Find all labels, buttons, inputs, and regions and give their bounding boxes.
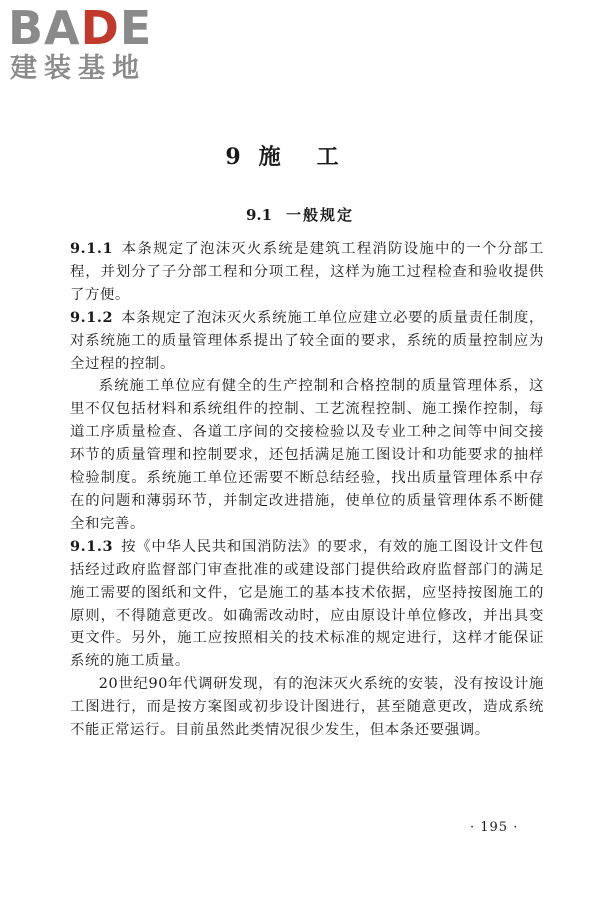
section-title (0, 204, 600, 225)
clause-number: 9.1.2 (70, 308, 114, 326)
paragraph-9-1-1 (70, 238, 544, 307)
paragraph-text: 本条规定了泡沫灭火系统是建筑工程消防设施中的一个分部工程，并划分了子分部工程和分项工程，这样为施工过程检查和验收提供了方便。 (70, 241, 544, 303)
logo-brand (8, 1, 153, 55)
paragraph-text: 20世纪90年代调研发现，有的泡沫灭火系统的安装，没有按设计施工图进行，而是按方案图或初步设计图进行，甚至随意更改，造成系统不能正常运行。目前虽然此类情况很少发生，但本条还要强调。 (70, 676, 544, 739)
section-number: 9.1 (245, 206, 273, 224)
paragraph-9-1-3 (70, 536, 544, 673)
paragraph-text: 系统施工单位应有健全的生产控制和合格控制的质量管理体系，这里不仅包括材料和系统组件的控制、工艺流程控制、施工操作控制，每道工序质量检查、各道工序间的交接检验以及专业工种之间等中间交接环节的质量管理和控制要求，还包括满足施工图设计和功能要求的抽样检验制度。系统施工单位还需要不断总结经验，找出质量管理体系中存在的问题和薄弱环节，并制定改进措施，使单位的质量管理体系不断健全和完善。 (70, 378, 544, 532)
logo-subtitle: 建装基地 (10, 53, 146, 84)
page-number: · 195 · (470, 820, 519, 835)
paragraph-text: 本条规定了泡沫灭火系统施工单位应建立必要的质量责任制度，对系统施工的质量管理体系提出了较全面的要求，系统的质量控制应为全过程的控制。 (70, 309, 544, 372)
paragraph-9-1-2-continued (70, 375, 544, 535)
clause-number: 9.1.1 (70, 240, 114, 257)
paragraph-text: 按《中华人民共和国消防法》的要求，有效的施工图设计文件包括经过政府监督部门审查批准的或建设部门提供给政府监督部门的满足施工需要的图纸和文件，它是施工的基本技术依据，应坚持按图施工的原则，不得随意更改。如确需改动时，应由原设计单位修改，并出具变更文件。另外，施工应按照相关的技术标准的规定进行，这样才能保证系统的施工质量。 (70, 538, 544, 670)
section-title-text: 一般规定 (286, 206, 355, 224)
document-body (70, 238, 544, 742)
chapter-title-text: 施工 (258, 144, 375, 170)
paragraph-9-1-2 (70, 307, 544, 376)
paragraph-9-1-3-continued (70, 673, 544, 742)
chapter-title (0, 140, 600, 171)
logo (8, 1, 178, 84)
clause-number: 9.1.3 (70, 537, 114, 555)
logo-brand-prefix: BA (8, 1, 81, 55)
logo-brand-suffix: E (119, 1, 153, 55)
logo-brand-accent: D (80, 1, 120, 55)
chapter-number: 9 (225, 144, 243, 170)
